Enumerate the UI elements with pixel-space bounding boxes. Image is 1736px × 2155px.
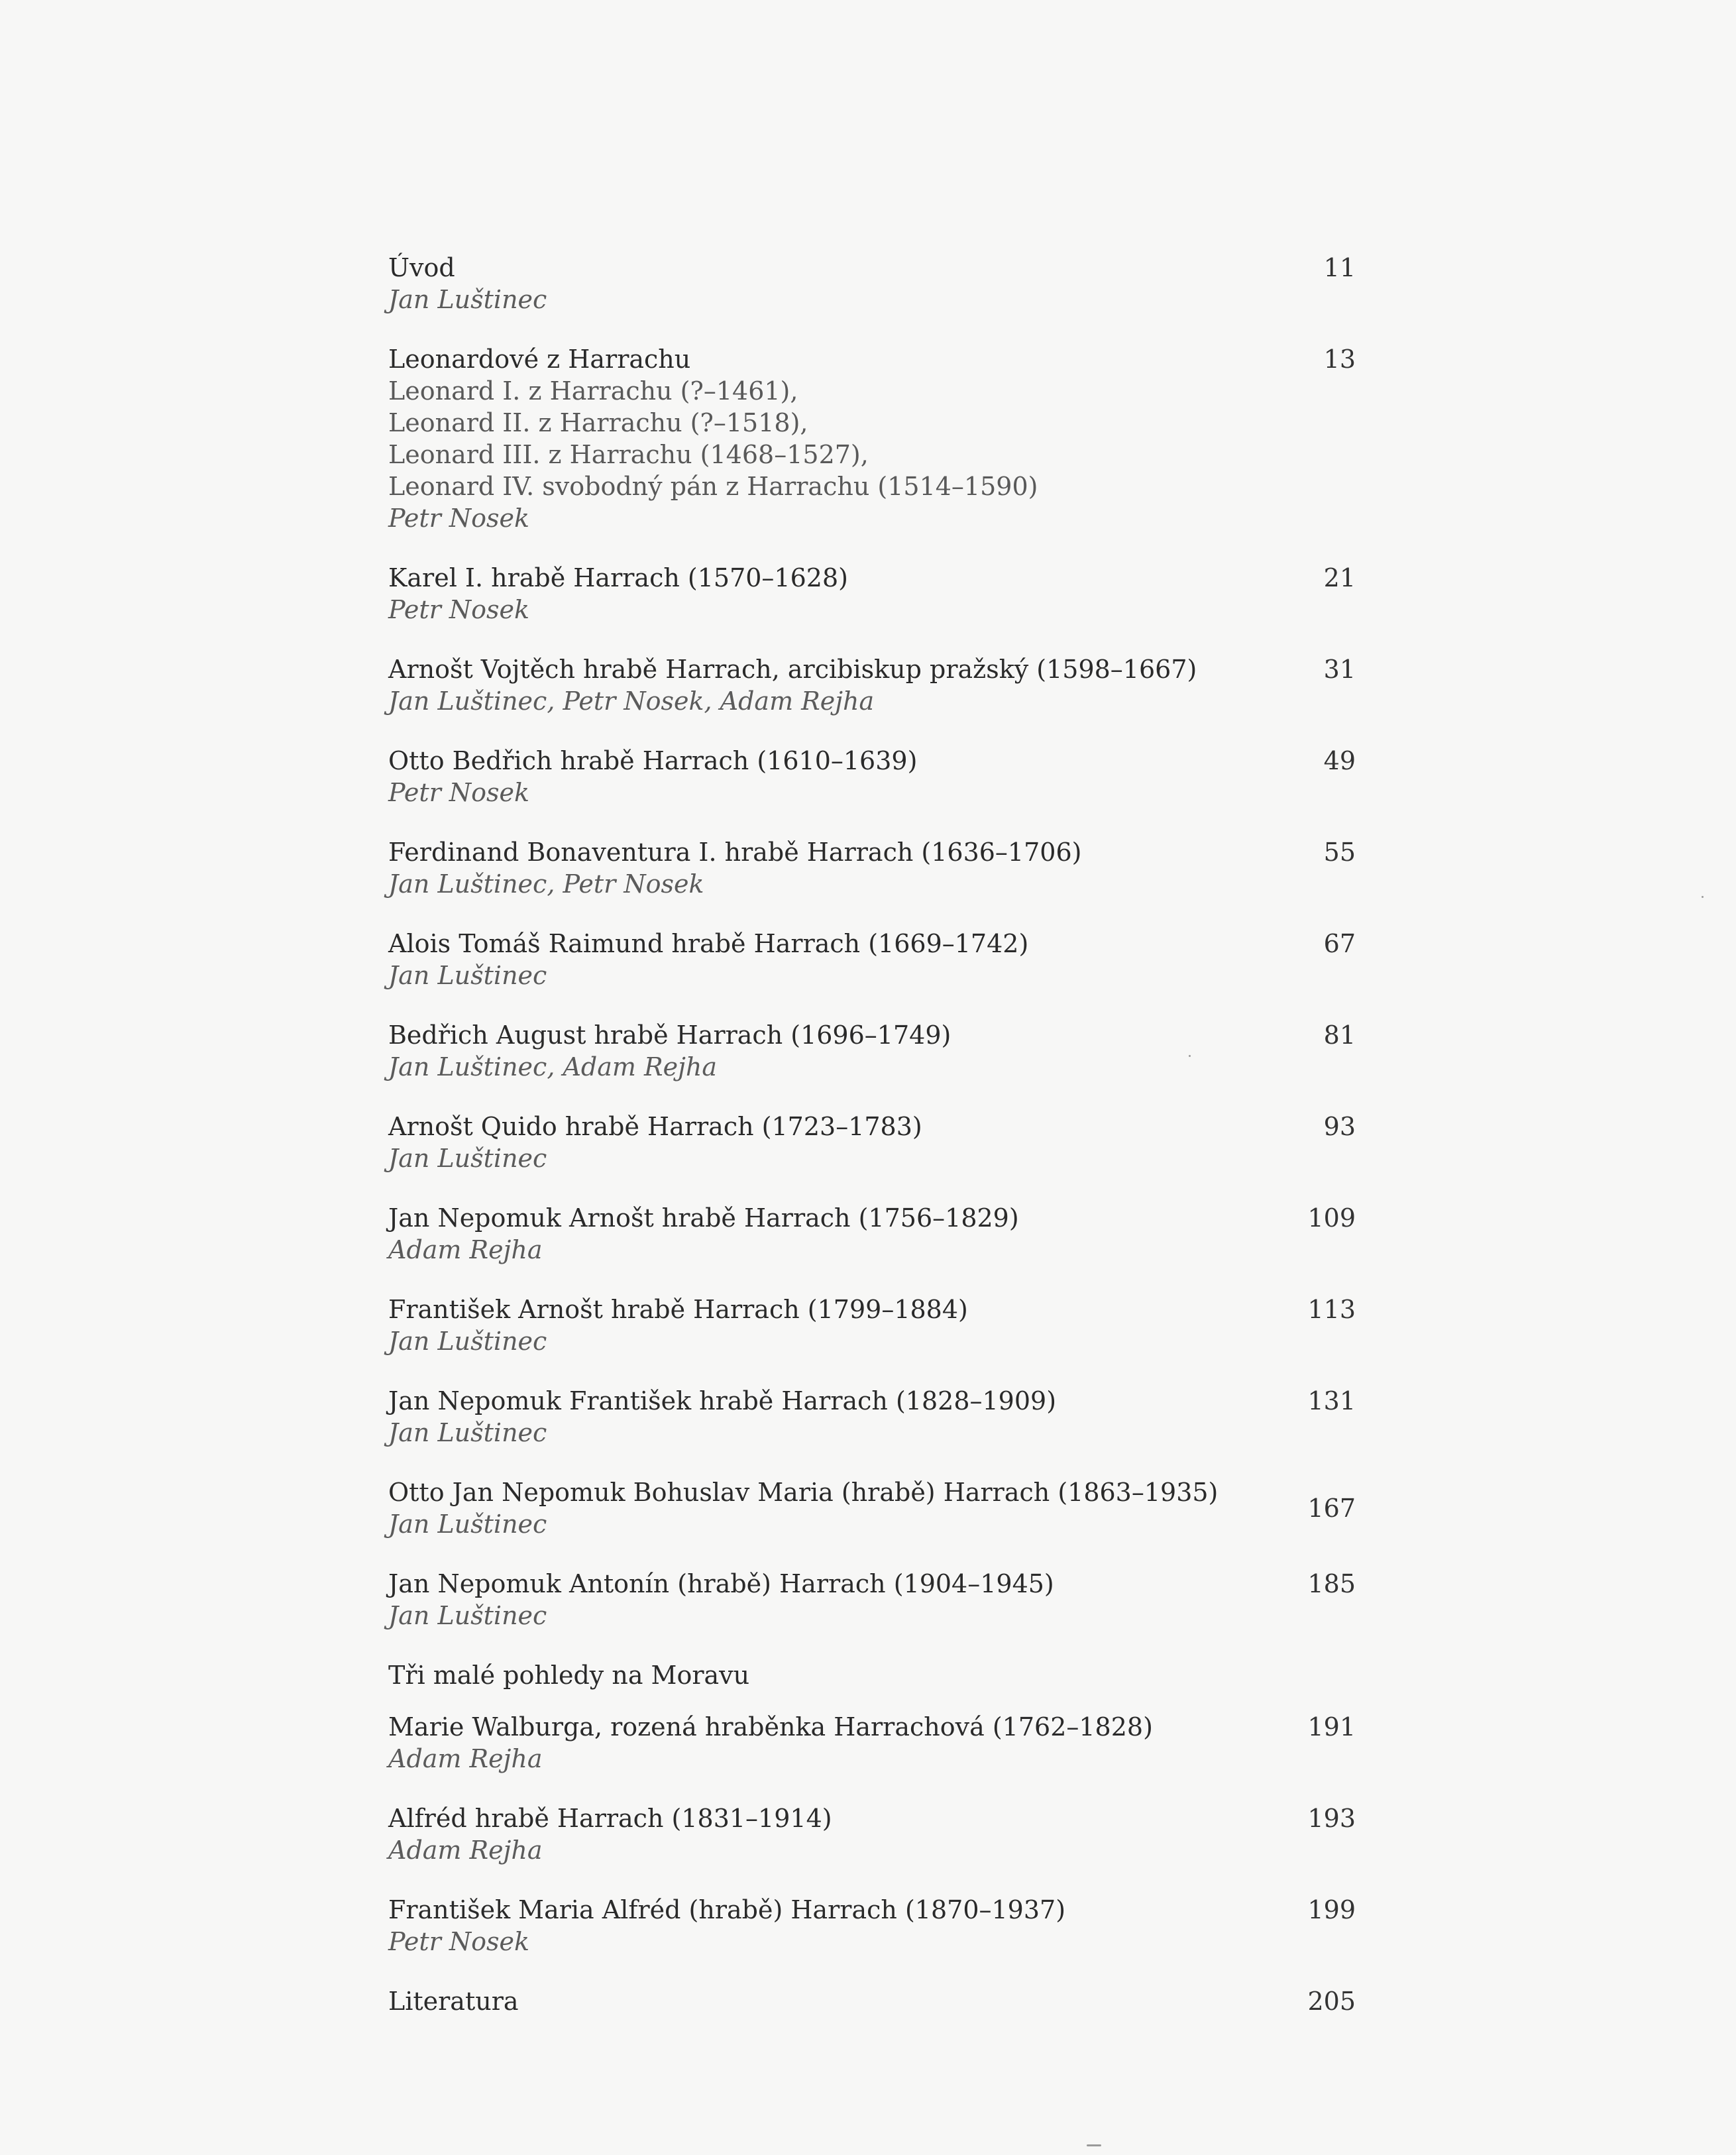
entry-author: Jan Luštinec, Petr Nosek, Adam Rejha: [388, 687, 875, 716]
entry-subtitle: Leonard II. z Harrachu (?–1518),: [388, 408, 808, 437]
entry-subtitle: Leonard I. z Harrachu (?–1461),: [388, 376, 798, 406]
entry-title: Alfréd hrabě Harrach (1831–1914): [388, 1804, 832, 1833]
toc-entry-leonardove[interactable]: [388, 343, 1362, 534]
page-number: 31: [1323, 655, 1356, 684]
entry-title: Alois Tomáš Raimund hrabě Harrach (1669–1742): [388, 929, 1029, 958]
entry-author: Jan Luštinec: [388, 1510, 547, 1539]
page-number: 131: [1307, 1386, 1356, 1415]
section-title: Tři malé pohledy na Moravu: [388, 1661, 750, 1690]
toc-entry-jan-nepomuk-frantisek[interactable]: [388, 1385, 1362, 1449]
page-number: 81: [1323, 1021, 1356, 1050]
toc-entry-ferdinand[interactable]: [388, 836, 1362, 900]
toc-entry-otto-jan-nepomuk[interactable]: [388, 1476, 1362, 1540]
entry-author: Jan Luštinec: [388, 1144, 547, 1173]
entry-author: Petr Nosek: [388, 504, 530, 533]
page-number: 185: [1307, 1569, 1356, 1598]
page-number: 49: [1323, 746, 1356, 775]
page-number: 109: [1307, 1203, 1356, 1233]
entry-author: Petr Nosek: [388, 595, 530, 624]
entry-author: Jan Luštinec: [388, 1327, 547, 1356]
paper-speck: [1189, 1055, 1191, 1057]
entry-title: Leonardové z Harrachu: [388, 345, 691, 374]
entry-title: Otto Bedřich hrabě Harrach (1610–1639): [388, 746, 918, 775]
entry-title: Jan Nepomuk Antonín (hrabě) Harrach (1904–1945): [388, 1569, 1054, 1598]
page-number: 13: [1323, 345, 1356, 374]
entry-title: Otto Jan Nepomuk Bohuslav Maria (hrabě) Harrach (1863–1935): [388, 1478, 1219, 1507]
toc-entry-arnost-vojtech[interactable]: [388, 653, 1362, 717]
entry-author: Adam Rejha: [388, 1744, 543, 1773]
page-number: 205: [1307, 1987, 1356, 2016]
entry-title: Bedřich August hrabě Harrach (1696–1749): [388, 1021, 951, 1050]
entry-subtitle: Leonard IV. svobodný pán z Harrachu (1514–1590): [388, 472, 1038, 501]
page-number: 55: [1323, 838, 1356, 867]
entry-title: František Arnošt hrabě Harrach (1799–1884): [388, 1295, 968, 1324]
entry-title: František Maria Alfréd (hrabě) Harrach (1870–1937): [388, 1895, 1066, 1924]
page-number: 193: [1307, 1804, 1356, 1833]
section-heading-morava: [388, 1659, 1362, 1691]
entry-author: Jan Luštinec: [388, 285, 547, 314]
toc-entry-jan-nepomuk-antonin[interactable]: [388, 1568, 1362, 1631]
entry-subtitle: Leonard III. z Harrachu (1468–1527),: [388, 440, 869, 469]
entry-title: Jan Nepomuk František hrabě Harrach (1828–1909): [388, 1386, 1057, 1415]
toc-entry-literatura[interactable]: [388, 1985, 1362, 2017]
table-of-contents: [388, 252, 1362, 2045]
entry-title: Literatura: [388, 1987, 519, 2016]
page-number: 21: [1323, 563, 1356, 592]
toc-entry-alois[interactable]: [388, 928, 1362, 991]
entry-author: Jan Luštinec, Adam Rejha: [388, 1052, 718, 1081]
toc-entry-bedrich-august[interactable]: [388, 1019, 1362, 1083]
entry-author: Jan Luštinec: [388, 961, 547, 990]
entry-title: Karel I. hrabě Harrach (1570–1628): [388, 563, 848, 592]
page-number: 113: [1307, 1295, 1356, 1324]
toc-entry-jan-nepomuk-arnost[interactable]: [388, 1202, 1362, 1266]
entry-author: Petr Nosek: [388, 778, 530, 807]
toc-entry-otto-bedrich[interactable]: [388, 745, 1362, 808]
toc-entry-uvod[interactable]: [388, 252, 1362, 315]
entry-author: Jan Luštinec: [388, 1601, 547, 1630]
page-number: 167: [1307, 1494, 1356, 1523]
entry-author: Jan Luštinec, Petr Nosek: [388, 869, 704, 899]
page-number: 11: [1323, 253, 1356, 282]
entry-title: Ferdinand Bonaventura I. hrabě Harrach (1636–1706): [388, 838, 1082, 867]
entry-title: Úvod: [388, 253, 455, 282]
entry-author: Petr Nosek: [388, 1927, 530, 1956]
entry-title: Arnošt Quido hrabě Harrach (1723–1783): [388, 1112, 922, 1141]
page-number: 191: [1307, 1712, 1356, 1741]
page-number: 67: [1323, 929, 1356, 958]
toc-entry-marie-walburga[interactable]: [388, 1711, 1362, 1775]
entry-title: Marie Walburga, rozená hraběnka Harrachová (1762–1828): [388, 1712, 1153, 1741]
toc-entry-karel[interactable]: [388, 562, 1362, 626]
entry-title: Arnošt Vojtěch hrabě Harrach, arcibiskup pražský (1598–1667): [388, 655, 1197, 684]
toc-entry-frantisek-arnost[interactable]: [388, 1294, 1362, 1357]
paper-speck: [1087, 2144, 1101, 2146]
entry-author: Adam Rejha: [388, 1235, 543, 1264]
page-number: 93: [1323, 1112, 1356, 1141]
entry-author: Adam Rejha: [388, 1836, 543, 1865]
toc-entry-alfred[interactable]: [388, 1802, 1362, 1866]
toc-entry-frantisek-maria-alfred[interactable]: [388, 1894, 1362, 1958]
entry-title: Jan Nepomuk Arnošt hrabě Harrach (1756–1829): [388, 1203, 1019, 1233]
entry-author: Jan Luštinec: [388, 1418, 547, 1447]
page-number: 199: [1307, 1895, 1356, 1924]
paper-speck: [1702, 896, 1704, 898]
toc-entry-arnost-quido[interactable]: [388, 1111, 1362, 1174]
